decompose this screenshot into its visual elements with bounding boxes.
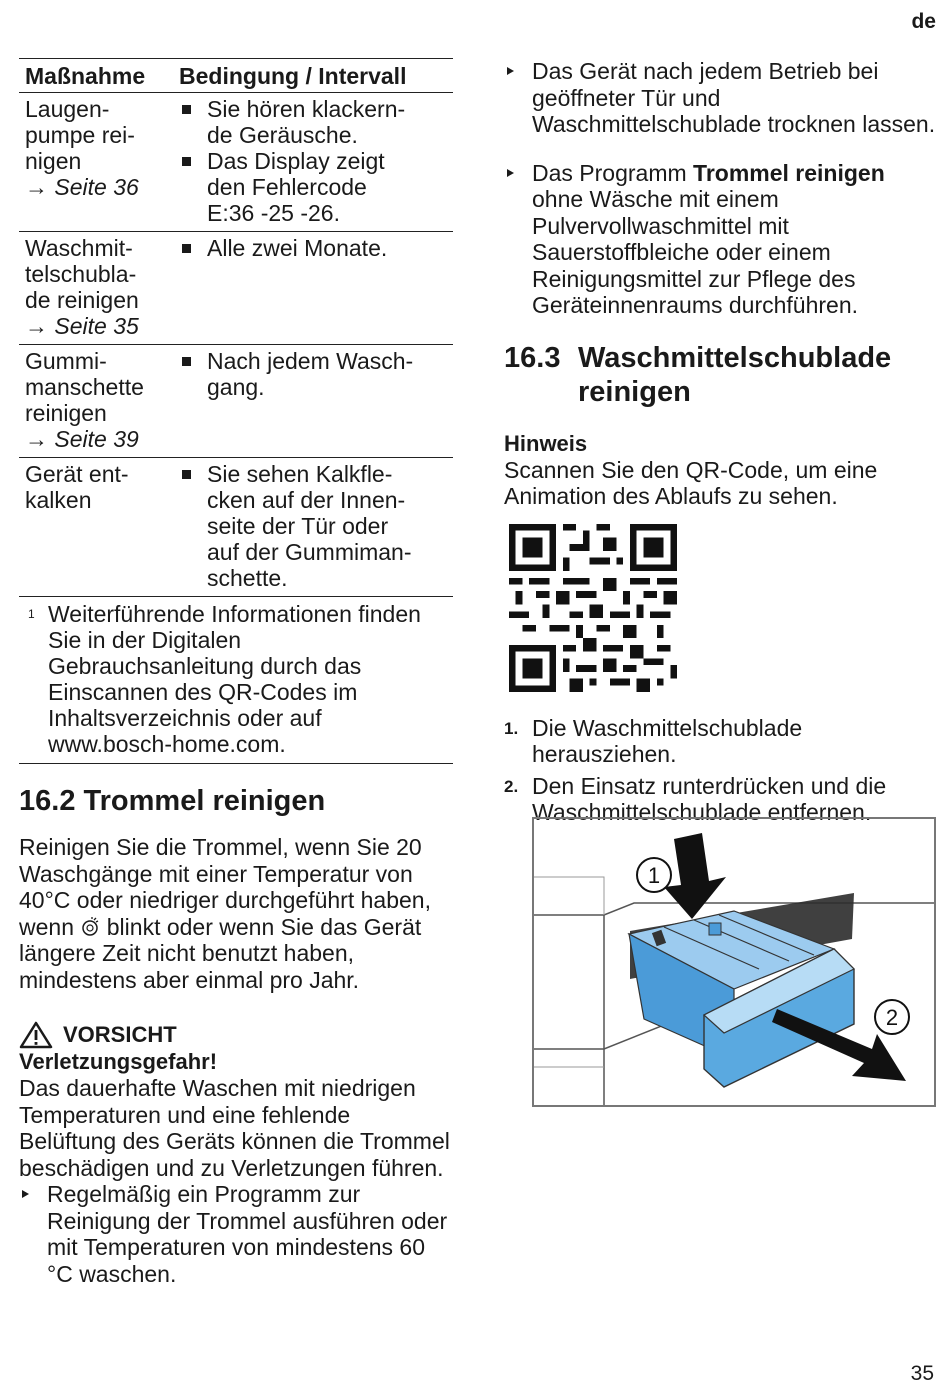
- measure-line: pumpe rei-: [25, 122, 135, 148]
- table-row: [19, 232, 453, 345]
- measure-line: kalken: [25, 487, 92, 513]
- page-reference: → Seite 39: [25, 426, 139, 452]
- measure-line: Gerät ent-: [25, 461, 129, 487]
- condition-item: Nach jedem Wasch- gang.: [179, 348, 432, 400]
- footnote-text: Weiterführende Informationen finden Sie in der Digitalen Gebrauchsanleitung durch das Einscannen des QR-Codes im Inhaltsverzeichnis oder auf www.bosch-home.com.: [48, 601, 421, 757]
- measure-line: manschette: [25, 374, 144, 400]
- measure-line: reinigen: [25, 400, 107, 426]
- table-footnote: [19, 597, 453, 764]
- table-row: [19, 93, 453, 232]
- bullet-dry-device: Das Gerät nach jedem Betrieb bei geöffneter Tür und Waschmittelschublade trocknen lassen.: [504, 58, 938, 138]
- warning-triangle-icon: [19, 1021, 53, 1049]
- measure-line: Laugen-: [25, 96, 110, 122]
- step-item: 2. Den Einsatz runterdrücken und die Waschmittelschublade entfernen.: [504, 772, 887, 825]
- measure-line: de reinigen: [25, 287, 139, 313]
- language-tag: de: [911, 10, 936, 33]
- table-row: [19, 345, 453, 458]
- page-number: 35: [910, 1362, 934, 1385]
- table-header-condition: Bedingung / Intervall: [173, 59, 453, 93]
- section-16-2: [19, 784, 453, 1287]
- bullet-drum-program: Das Programm Trommel reinigen ohne Wäsche mit einem Pulvervollwaschmittel mit Sauerstoffbleiche oder einem Reinigungsmittel zur Pflege des Geräteinnenraums durchführen.: [504, 160, 938, 319]
- maintenance-table: [19, 58, 453, 597]
- measure-line: nigen: [25, 148, 82, 174]
- drum-clean-icon: [80, 917, 100, 937]
- left-column: [19, 58, 453, 1287]
- warning-title: Verletzungsgefahr!: [19, 1049, 218, 1074]
- warning-text: Das dauerhafte Waschen mit niedrigen Temperaturen und eine fehlende Belüftung des Geräts können die Trommel beschädigen und zu Verletzungen führen.: [19, 1075, 450, 1181]
- page-reference: → Seite 35: [25, 313, 139, 339]
- section-intro: Reinigen Sie die Trommel, wenn Sie 20 Waschgänge mit einer Temperatur von 40°C oder niedriger durchgeführt haben, wenn blinkt oder wenn Sie das Gerät längere Zeit nicht benutzt haben, mindestens aber einmal pro Jahr.: [19, 834, 431, 993]
- condition-item: Sie sehen Kalkfle- cken auf der Innen- seite der Tür oder auf der Gummiman- schette.: [179, 461, 422, 591]
- table-row: [19, 458, 453, 597]
- qr-code: [509, 524, 677, 692]
- page-reference: → Seite 36: [25, 174, 139, 200]
- section-heading-16-3: 16.3 Waschmittelschublade reinigen: [504, 341, 892, 408]
- right-column: [504, 58, 938, 831]
- measure-line: Waschmit-: [25, 235, 133, 261]
- warning-heading: VORSICHT: [19, 1021, 453, 1049]
- section-heading: 16.2 Trommel reinigen: [19, 785, 326, 817]
- drawer-removal-illustration: [532, 817, 936, 1107]
- callout-2-label: 2: [885, 1005, 899, 1030]
- hint-text: Scannen Sie den QR-Code, um eine Animation des Ablaufs zu sehen.: [504, 456, 878, 509]
- callout-1-label: 1: [647, 863, 661, 888]
- condition-item: Das Display zeigt den Fehlercode E:36 -25 -26.: [179, 148, 407, 226]
- hint-title: Hinweis: [504, 430, 588, 456]
- table-header-measure: Maßnahme: [19, 59, 173, 93]
- footnote-mark: 1: [28, 607, 35, 621]
- measure-line: telschubla-: [25, 261, 137, 287]
- condition-item: Alle zwei Monate.: [179, 235, 447, 261]
- condition-item: Sie hören klackern- de Geräusche.: [179, 96, 422, 148]
- warning-action: Regelmäßig ein Programm zur Reinigung der Trommel ausführen oder mit Temperaturen von mindestens 60 °C waschen.: [19, 1181, 453, 1287]
- measure-line: Gummi-: [25, 348, 107, 374]
- step-item: 1. Die Waschmittelschublade herausziehen.: [504, 714, 803, 767]
